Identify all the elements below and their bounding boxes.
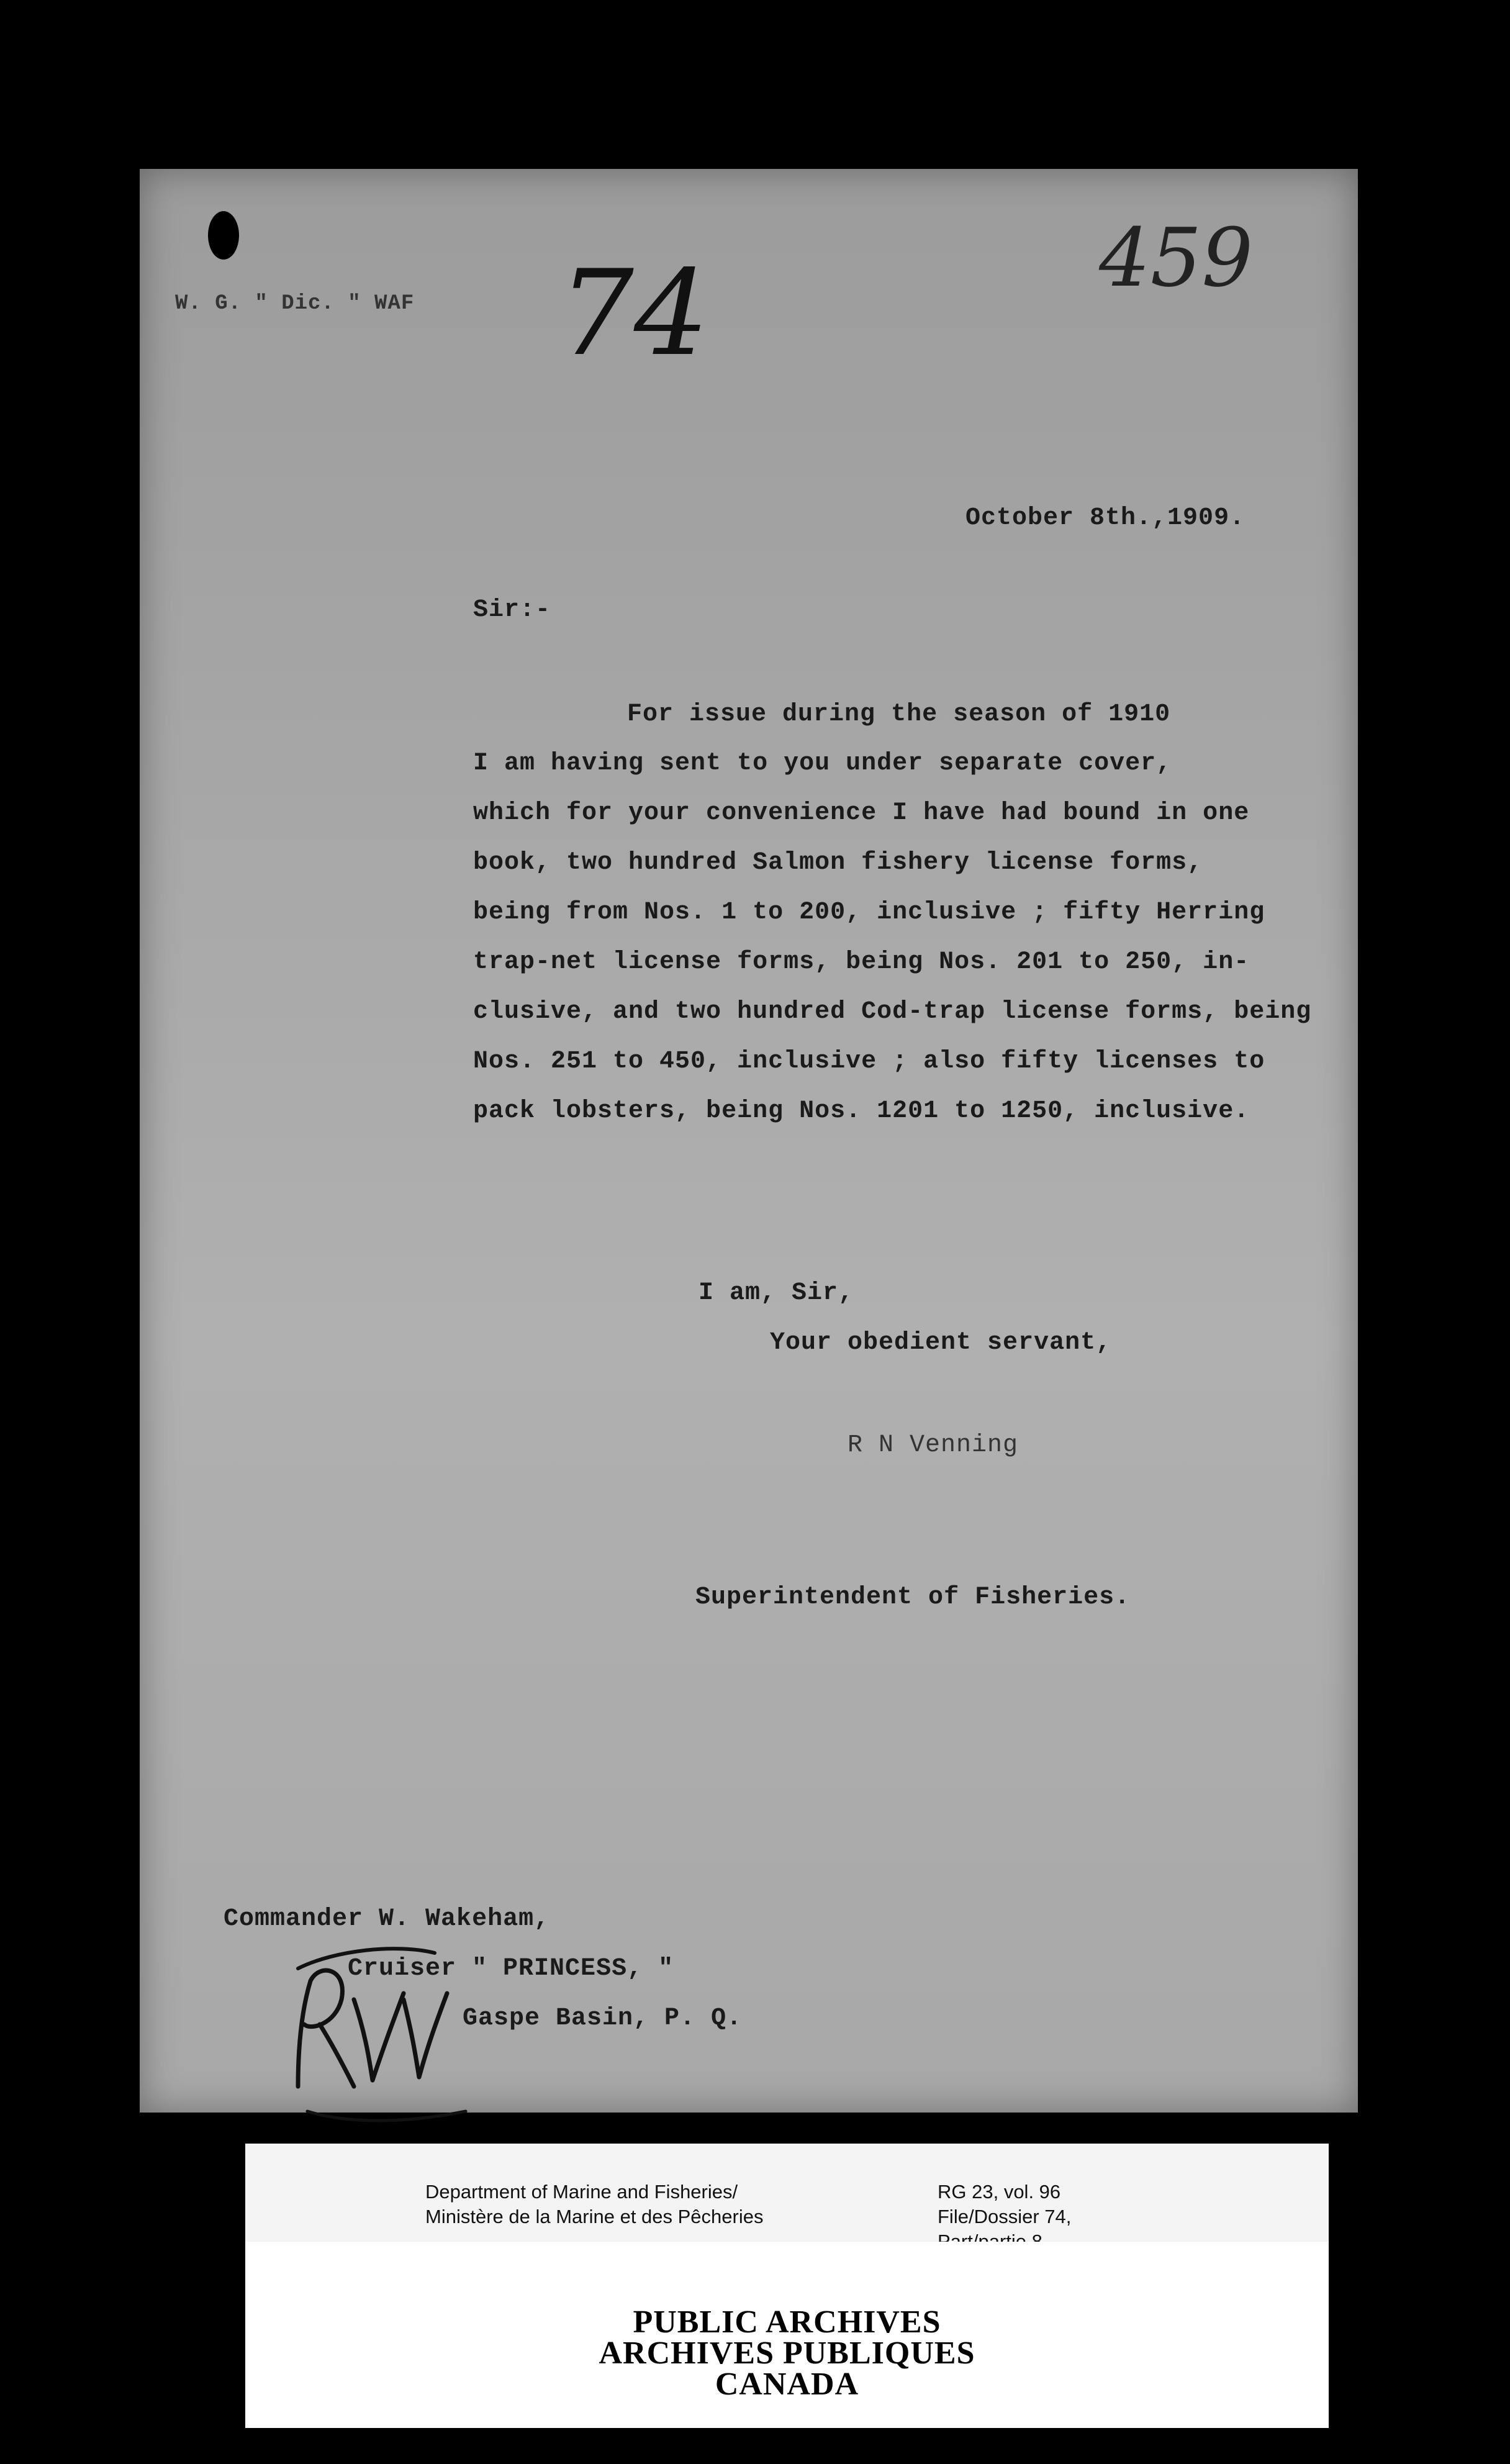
body-line: which for your convenience I have had bound in one xyxy=(473,799,1250,827)
archive-reference: File/Dossier 74, xyxy=(938,2206,1072,2227)
archives-stamp xyxy=(245,2242,1329,2428)
body-line: book, two hundred Salmon fishery license forms, xyxy=(473,849,1203,877)
body-line: being from Nos. 1 to 200, inclusive ; fifty Herring xyxy=(473,899,1265,926)
archives-line: ARCHIVES PUBLIQUES xyxy=(599,2335,975,2371)
addressee-line: Gaspe Basin, P. Q. xyxy=(463,2004,743,2032)
body-line: clusive, and two hundred Cod-trap license forms, being xyxy=(473,998,1312,1026)
signatory-name: R N Venning xyxy=(848,1431,1019,1459)
handwritten-page-number: 459 xyxy=(1099,211,1254,305)
handwritten-file-number: 74 xyxy=(559,245,709,382)
body-line: trap-net license forms, being Nos. 201 to 250, in- xyxy=(473,948,1250,976)
body-line: pack lobsters, being Nos. 1201 to 1250, inclusive. xyxy=(473,1097,1250,1125)
addressee-line: Commander W. Wakeham, xyxy=(224,1905,550,1933)
archives-line: CANADA xyxy=(715,2367,859,2402)
department-en: Department of Marine and Fisheries/ xyxy=(425,2181,738,2203)
body-line: I am having sent to you under separate cover, xyxy=(473,750,1172,777)
addressee-line: Cruiser " PRINCESS, " xyxy=(348,1955,674,1983)
archive-reference: RG 23, vol. 96 xyxy=(938,2181,1061,2203)
body-line: Nos. 251 to 450, inclusive ; also fifty licenses to xyxy=(473,1048,1265,1076)
reference-line: W. G. " Dic. " WAF xyxy=(175,292,415,315)
signatory-title: Superintendent of Fisheries. xyxy=(695,1583,1131,1611)
closing-line: Your obedient servant, xyxy=(770,1329,1112,1357)
body-line: For issue during the season of 1910 xyxy=(627,700,1171,728)
handwritten-initials xyxy=(261,1925,484,2130)
department-fr: Ministère de la Marine et des Pêcheries xyxy=(425,2206,764,2227)
punch-hole xyxy=(208,211,239,260)
closing-line: I am, Sir, xyxy=(698,1279,854,1307)
archives-line: PUBLIC ARCHIVES xyxy=(633,2304,941,2340)
letter-date: October 8th.,1909. xyxy=(965,504,1246,532)
document-page xyxy=(140,169,1358,2113)
salutation: Sir:- xyxy=(473,596,551,624)
